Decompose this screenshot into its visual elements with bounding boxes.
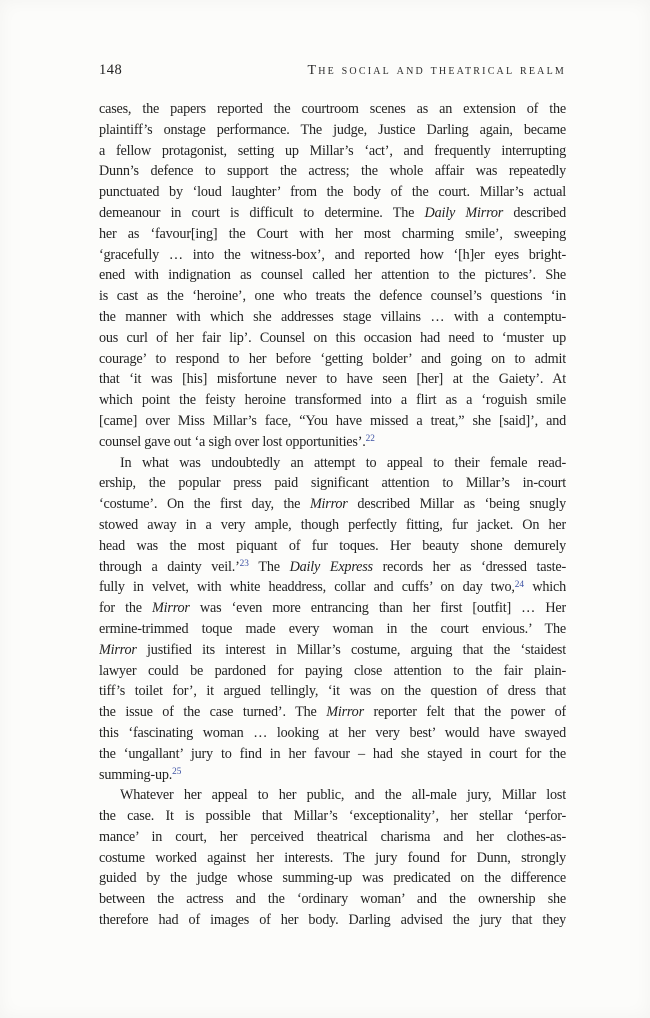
text-line bbox=[99, 559, 566, 580]
text-run: was ‘even more entrancing than her first [outfit] … Her bbox=[189, 600, 566, 617]
text-line bbox=[99, 829, 566, 850]
text-run: punctuated by ‘loud laughter’ from the body of the court. Millar’s actual bbox=[99, 184, 566, 201]
page-header bbox=[99, 62, 566, 79]
text-line bbox=[99, 496, 566, 517]
text-line bbox=[99, 517, 566, 538]
text-run: courage’ to respond to her before ‘getting bolder’ and going on to admit bbox=[99, 350, 566, 367]
text-run: ‘costume’. On the first day, the bbox=[99, 496, 310, 513]
text-line bbox=[99, 725, 566, 746]
text-line bbox=[99, 122, 566, 143]
text-run: ‘gracefully … into the witness-box’, and reported how ‘[h]er eyes bright- bbox=[99, 246, 566, 263]
text-line bbox=[99, 767, 566, 788]
text-run: ermine-trimmed toque made every woman in the court envious.’ The bbox=[99, 620, 566, 637]
text-line bbox=[99, 226, 566, 247]
text-run: tiff’s toilet for’, it argued tellingly, ‘it was on the question of dress that bbox=[99, 683, 566, 700]
text-run: described bbox=[503, 204, 566, 221]
text-run: this ‘fascinating woman … looking at her very best’ would have swayed bbox=[99, 724, 566, 741]
text-run: the manner with which she addresses stage villains … with a contemptu- bbox=[99, 308, 566, 325]
text-line bbox=[99, 870, 566, 891]
text-run: described Millar as ‘being snugly bbox=[347, 496, 566, 513]
text-line bbox=[99, 683, 566, 704]
text-line bbox=[99, 600, 566, 621]
text-run: is cast as the ‘heroine’, one who treats the defence counsel’s questions ‘in bbox=[99, 288, 566, 305]
text-run: counsel gave out ‘a sigh over lost opportunities’. bbox=[99, 433, 366, 450]
text-line bbox=[99, 455, 566, 476]
text-line bbox=[99, 392, 566, 413]
text-run: The bbox=[248, 558, 290, 575]
text-line bbox=[99, 163, 566, 184]
text-line bbox=[99, 579, 566, 600]
italic-run: Mirror bbox=[152, 600, 190, 617]
text-run: the issue of the case turned’. The bbox=[99, 704, 327, 721]
text-run: the case. It is possible that Millar’s ‘exceptionality’, her stellar ‘perfor- bbox=[99, 808, 566, 825]
text-run: that ‘it was [his] misfortune never to have seen [her] at the Gaiety’. At bbox=[99, 371, 566, 388]
text-line bbox=[99, 621, 566, 642]
text-run: between the actress and the ‘ordinary woman’ and the ownership she bbox=[99, 891, 566, 908]
text-run: In what was undoubtedly an attempt to appeal to their female read- bbox=[120, 454, 566, 471]
footnote-ref: 25 bbox=[172, 766, 182, 777]
text-run: records her as ‘dressed taste- bbox=[372, 558, 566, 575]
text-line bbox=[99, 309, 566, 330]
text-run: ous curl of her fair lip’. Counsel on this occasion had need to ‘muster up bbox=[99, 329, 566, 346]
text-line bbox=[99, 663, 566, 684]
text-line bbox=[99, 704, 566, 725]
text-line bbox=[99, 787, 566, 808]
text-line bbox=[99, 891, 566, 912]
text-run: for the bbox=[99, 600, 153, 617]
italic-run: Mirror bbox=[326, 704, 364, 721]
text-run: her as ‘favour[ing] the Court with her most charming smile’, sweeping bbox=[99, 225, 566, 242]
text-line bbox=[99, 746, 566, 767]
text-line bbox=[99, 642, 566, 663]
text-run: cases, the papers reported the courtroom scenes as an extension of the bbox=[99, 101, 566, 117]
text-line bbox=[99, 850, 566, 871]
text-line bbox=[99, 184, 566, 205]
text-run: head was the most piquant of fur toques. Her beauty shone demurely bbox=[99, 537, 566, 554]
text-run: guided by the judge whose summing-up was predicated on the difference bbox=[99, 870, 566, 887]
text-run: summing-up. bbox=[99, 766, 173, 783]
text-run: [came] over Miss Millar’s face, “You have missed a treat,” she [said]’, and bbox=[99, 412, 566, 429]
footnote-ref: 22 bbox=[365, 433, 375, 444]
text-run: costume worked against her interests. The jury found for Dunn, strongly bbox=[99, 849, 566, 866]
text-line bbox=[99, 475, 566, 496]
italic-run: Mirror bbox=[309, 496, 348, 513]
text-body bbox=[99, 101, 566, 933]
text-run: ership, the popular press paid significant attention to Millar’s in-court bbox=[99, 475, 566, 492]
text-line bbox=[99, 330, 566, 351]
text-line bbox=[99, 143, 566, 164]
text-run: mance’ in court, her perceived theatrical charisma and her clothes-as- bbox=[99, 828, 566, 845]
text-run: Dunn’s defence to support the actress; the whole affair was repeatedly bbox=[99, 163, 566, 180]
text-run: through a dainty veil.’ bbox=[99, 558, 240, 575]
text-run: which point the feisty heroine transformed into a flirt as a ‘roguish smile bbox=[99, 392, 566, 409]
text-line bbox=[99, 413, 566, 434]
text-run: fully in velvet, with white headdress, collar and cuffs’ on day two, bbox=[99, 579, 515, 596]
text-line bbox=[99, 288, 566, 309]
italic-run: Mirror bbox=[99, 641, 137, 658]
text-line bbox=[99, 267, 566, 288]
text-line bbox=[99, 205, 566, 226]
text-line bbox=[99, 808, 566, 829]
text-line bbox=[99, 538, 566, 559]
text-line bbox=[99, 351, 566, 372]
text-run: plaintiff’s onstage performance. The judge, Justice Darling again, became bbox=[99, 121, 566, 138]
text-run: Whatever her appeal to her public, and the all-male jury, Millar lost bbox=[120, 787, 566, 804]
text-line bbox=[99, 247, 566, 268]
text-line bbox=[99, 371, 566, 392]
text-run: demeanour in court is difficult to determine. The bbox=[99, 204, 425, 221]
page-number: 148 bbox=[99, 62, 123, 78]
text-run: stowed away in a very ample, though perfectly fitting, fur jacket. On her bbox=[99, 516, 566, 533]
italic-run: Daily Mirror bbox=[424, 204, 504, 221]
italic-run: Daily Express bbox=[289, 558, 373, 575]
text-run: lawyer could be pardoned for paying close attention to the fair plain- bbox=[99, 662, 566, 679]
footnote-ref: 23 bbox=[239, 558, 249, 569]
text-run: a fellow protagonist, setting up Millar’s ‘act’, and frequently interrupting bbox=[99, 142, 566, 159]
text-line bbox=[99, 101, 566, 122]
text-run: reporter felt that the power of bbox=[363, 704, 566, 721]
text-run: which bbox=[524, 579, 566, 596]
text-line bbox=[99, 912, 566, 933]
text-run: ened with indignation as counsel called her attention to the pictures’. She bbox=[99, 267, 566, 284]
text-run: the ‘ungallant’ jury to find in her favour – had she stayed in court for the bbox=[99, 745, 566, 762]
text-run: therefore had of images of her body. Darling advised the jury that they bbox=[99, 912, 566, 929]
footnote-ref: 24 bbox=[514, 579, 525, 590]
running-head: The social and theatrical realm bbox=[307, 63, 566, 78]
text-run: justified its interest in Millar’s costume, arguing that the ‘staidest bbox=[136, 641, 566, 658]
text-line bbox=[99, 434, 566, 455]
